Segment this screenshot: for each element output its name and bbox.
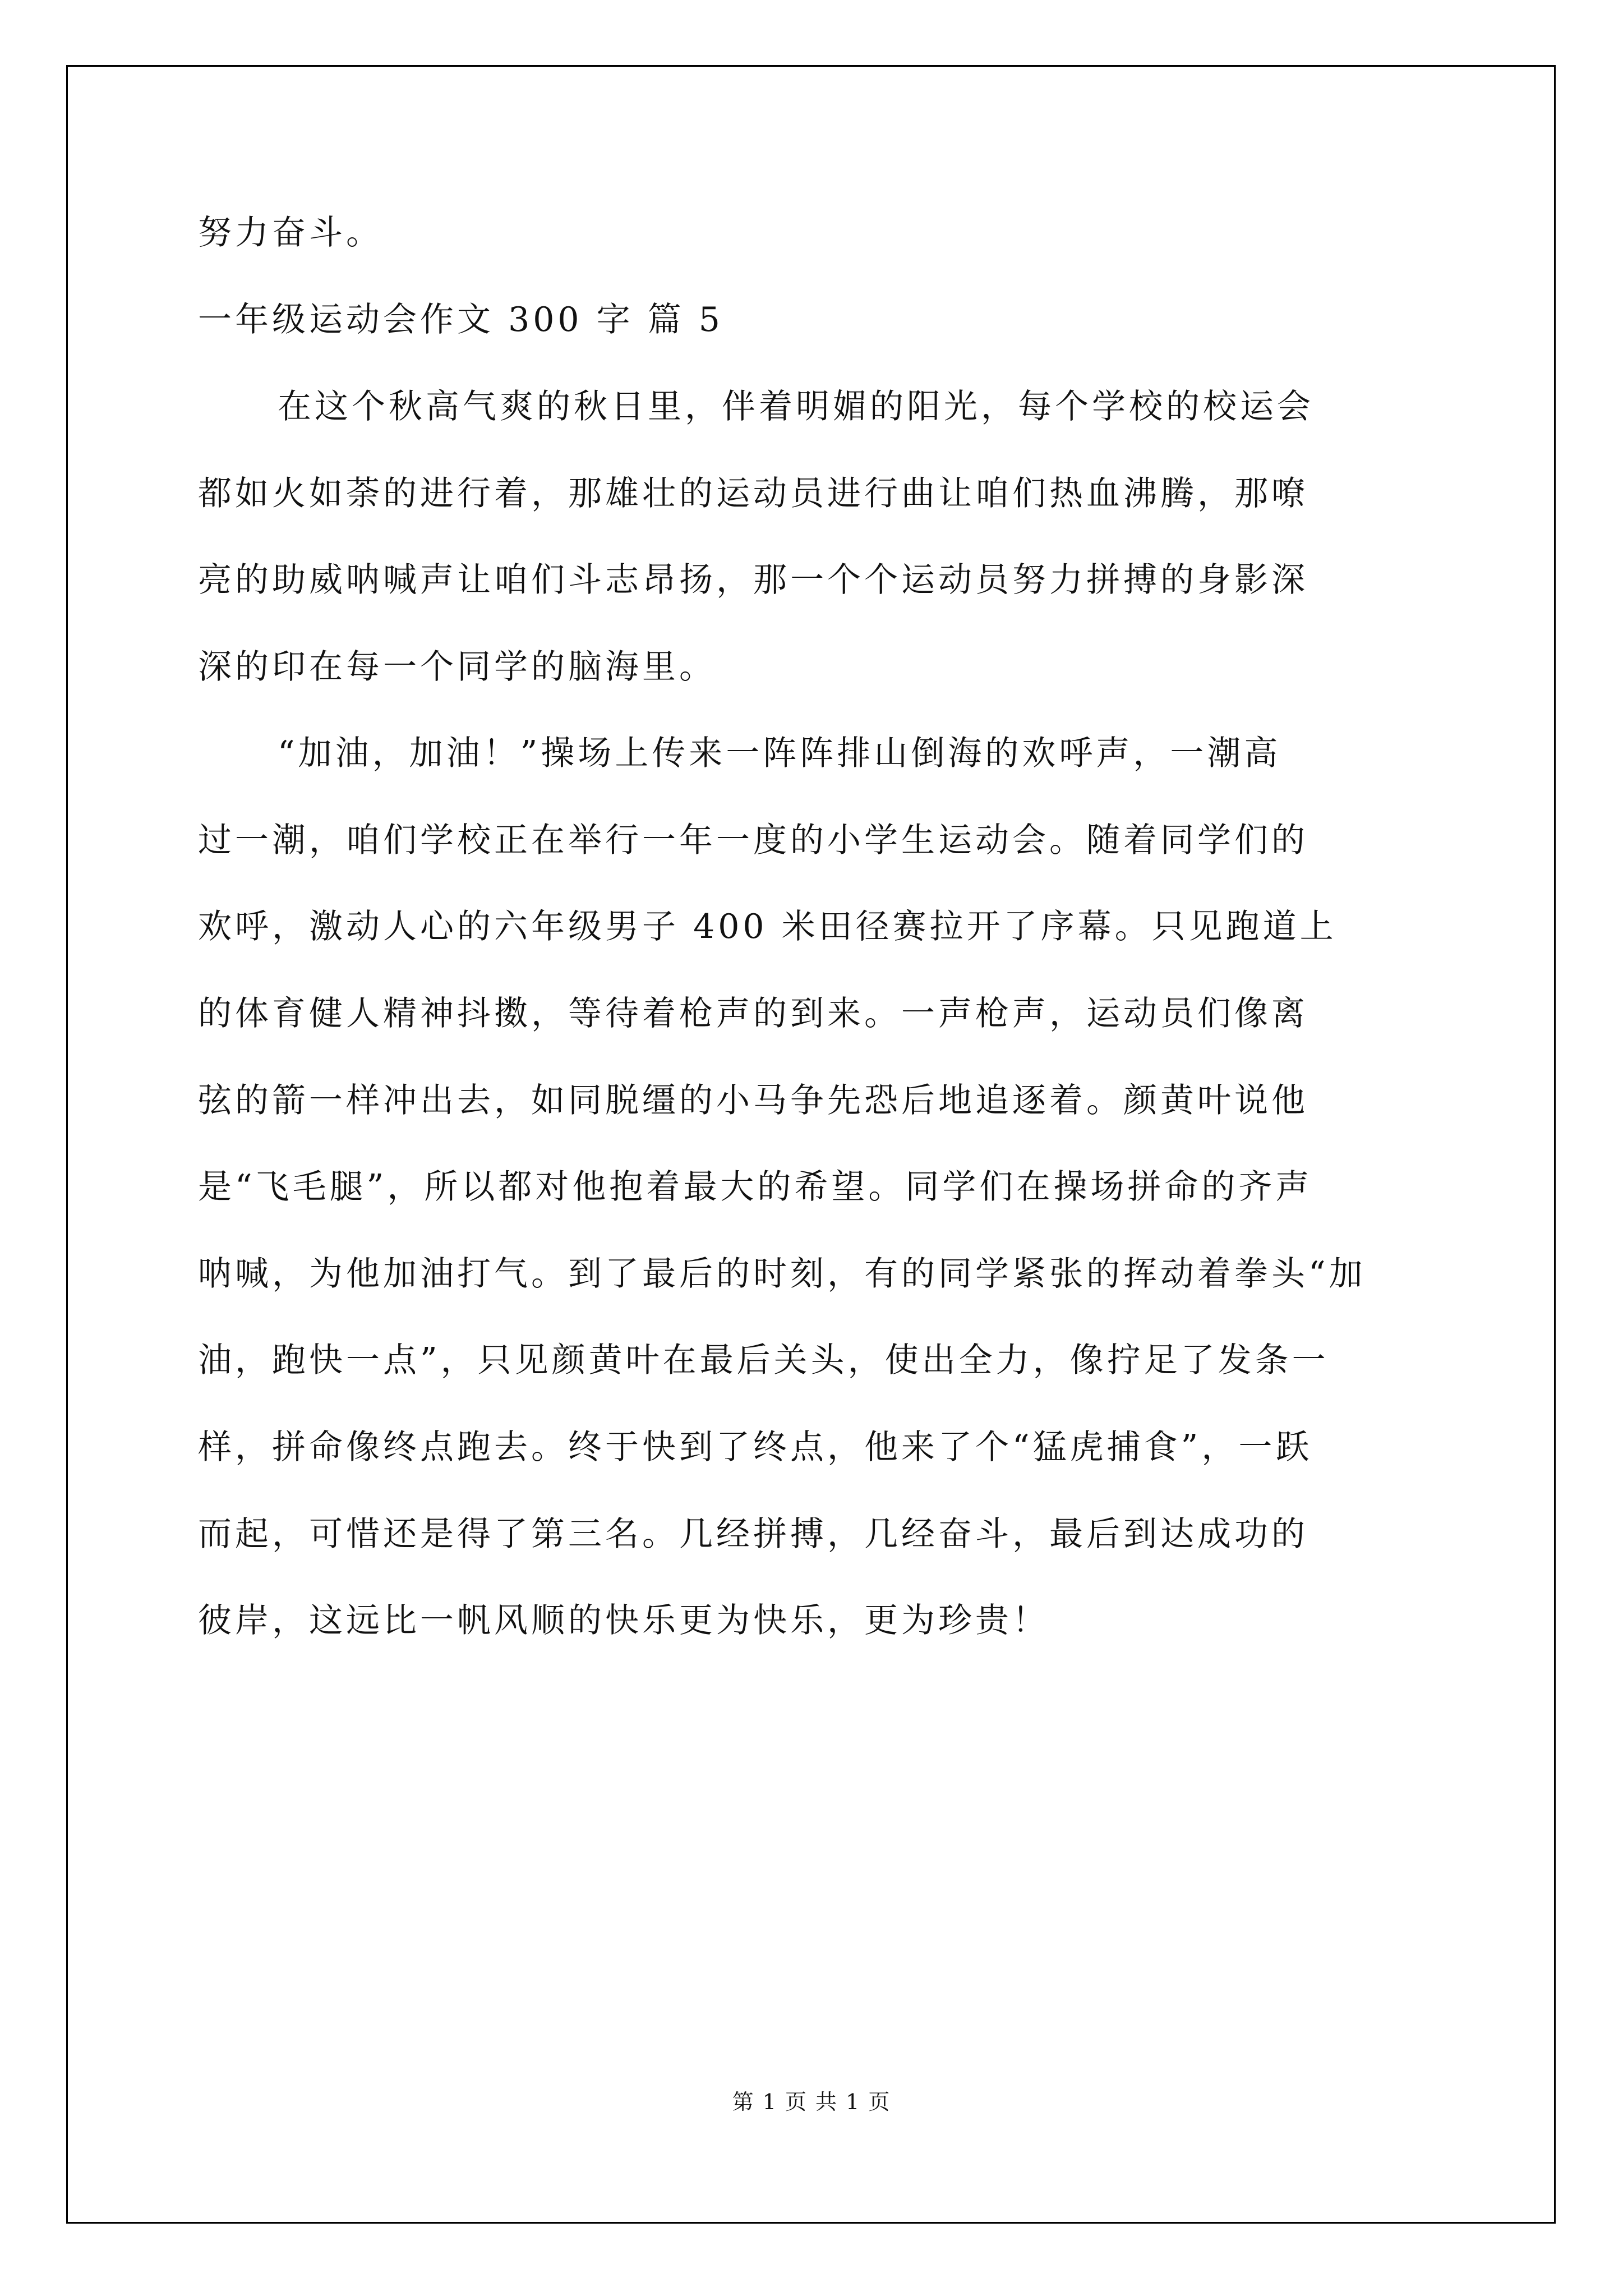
text-line: 努力奋斗。 [198, 213, 383, 252]
paragraph-line: 彼岸，这远比一帆风顺的快乐更为快乐，更为珍贵！ [198, 1601, 1049, 1640]
paragraph-line: 弦的箭一样冲出去，如同脱缰的小马争先恐后地追逐着。颜黄叶说他 [198, 1081, 1308, 1120]
paragraph-line: 油，跑快一点”，只见颜黄叶在最后关头，使出全力，像拧足了发条一 [198, 1341, 1329, 1380]
paragraph-line: 是“飞毛腿”，所以都对他抱着最大的希望。同学们在操场拼命的齐声 [198, 1167, 1313, 1207]
paragraph-line: “加油，加油！”操场上传来一阵阵排山倒海的欢呼声，一潮高 [278, 734, 1281, 773]
paragraph-line: 的体育健人精神抖擞，等待着枪声的到来。一声枪声，运动员们像离 [198, 994, 1308, 1033]
paragraph-line: 亮的助威呐喊声让咱们斗志昂扬，那一个个运动员努力拼搏的身影深 [198, 560, 1308, 600]
paragraph-line: 而起，可惜还是得了第三名。几经拼搏，几经奋斗，最后到达成功的 [198, 1515, 1308, 1554]
paragraph-line: 都如火如荼的进行着，那雄壮的运动员进行曲让咱们热血沸腾，那嘹 [198, 474, 1308, 513]
page-number-footer: 第 1 页 共 1 页 [732, 2090, 891, 2114]
paragraph-line: 在这个秋高气爽的秋日里，伴着明媚的阳光，每个学校的校运会 [278, 387, 1314, 426]
paragraph-line: 呐喊，为他加油打气。到了最后的时刻，有的同学紧张的挥动着拳头“加 [198, 1254, 1366, 1294]
paragraph-line: 欢呼，激动人心的六年级男子 400 米田径赛拉开了序幕。只见跑道上 [198, 907, 1337, 946]
paragraph-line: 样，拼命像终点跑去。终于快到了终点，他来了个“猛虎捕食”，一跃 [198, 1428, 1313, 1467]
paragraph-line: 过一潮，咱们学校正在举行一年一度的小学生运动会。随着同学们的 [198, 821, 1308, 860]
paragraph-line: 深的印在每一个同学的脑海里。 [198, 647, 716, 687]
section-heading: 一年级运动会作文 300 字 篇 5 [198, 300, 723, 339]
